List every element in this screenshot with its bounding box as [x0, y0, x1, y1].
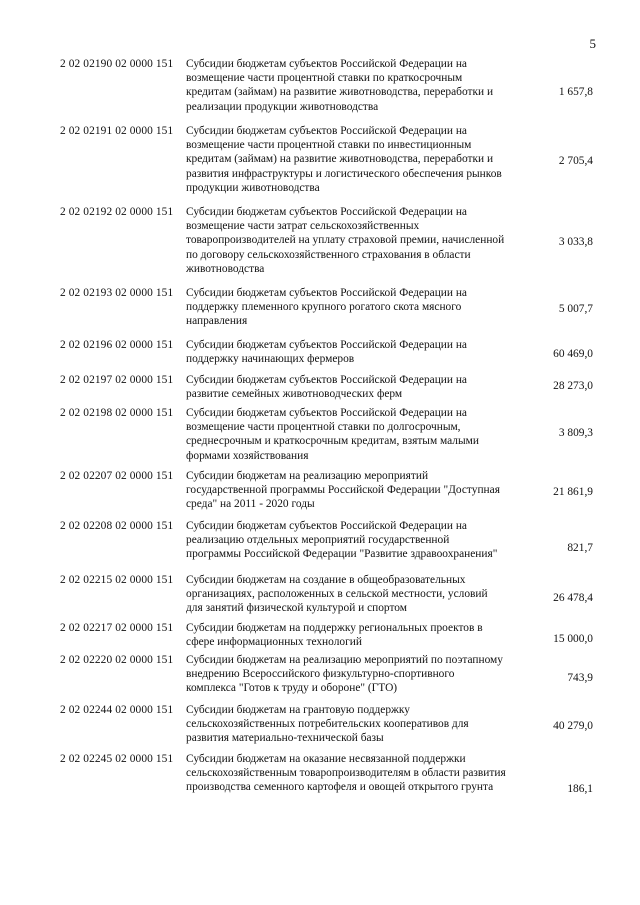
description: Субсидии бюджетам субъектов Российской Федерации на реализацию отдельных мероприятий государственной программы Российской Федерации "Развитие здравоохранения" [186, 520, 498, 561]
description: Субсидии бюджетам субъектов Российской Федерации на поддержку племенного крупного рогатого скота мясного направления [186, 287, 467, 328]
description: Субсидии бюджетам субъектов Российской Федерации на возмещение части процентной ставки по долгосрочным, среднесрочным и краткосрочным кредитам, взятым малыми формами хозяйствования [186, 407, 479, 462]
budget-code: 2 02 02217 02 0000 151 [60, 622, 174, 634]
budget-code: 2 02 02196 02 0000 151 [60, 339, 174, 351]
budget-code: 2 02 02208 02 0000 151 [60, 520, 174, 532]
amount: 1 657,8 [558, 86, 593, 98]
amount: 21 861,9 [553, 486, 593, 498]
description: Субсидии бюджетам на реализацию мероприятий государственной программы Российской Федерации "Доступная среда" на 2011 - 2020 годы [186, 470, 500, 511]
page-number: 5 [589, 36, 596, 51]
amount: 3 033,8 [558, 236, 593, 248]
description: Субсидии бюджетам субъектов Российской Федерации на развитие семейных животноводческих ферм [186, 374, 467, 401]
description: Субсидии бюджетам субъектов Российской Федерации на возмещение части процентной ставки по инвестиционным кредитам (займам) на развитие животноводства, переработки и развития инфраструктуры и логистического обеспечения рынков продукции животноводства [186, 125, 502, 194]
budget-code: 2 02 02192 02 0000 151 [60, 206, 174, 218]
description: Субсидии бюджетам на грантовую поддержку сельскохозяйственных потребительских кооперативов для развития материально-технической базы [186, 704, 469, 745]
amount: 5 007,7 [558, 303, 593, 315]
amount: 186,1 [567, 783, 593, 795]
amount: 26 478,4 [553, 592, 593, 604]
amount: 821,7 [567, 542, 593, 554]
description: Субсидии бюджетам субъектов Российской Федерации на возмещение части процентной ставки по краткосрочным кредитам (займам) на развитие животноводства, переработки и реализации продукции животноводства [186, 58, 494, 113]
budget-code: 2 02 02220 02 0000 151 [60, 654, 174, 666]
budget-code: 2 02 02198 02 0000 151 [60, 407, 174, 419]
budget-code: 2 02 02191 02 0000 151 [60, 125, 174, 137]
amount: 2 705,4 [558, 155, 593, 167]
description: Субсидии бюджетам субъектов Российской Федерации на возмещение части затрат сельскохозяйственных товаропроизводителей на уплату страховой премии, начисленной по договору сельскохозяйственного страхования в области животноводства [186, 206, 505, 275]
budget-code: 2 02 02190 02 0000 151 [60, 58, 174, 70]
description: Субсидии бюджетам на реализацию мероприятий по поэтапному внедрению Всероссийского физкультурно-спортивного комплекса "Готов к труду и обороне" (ГТО) [186, 654, 503, 695]
description: Субсидии бюджетам на поддержку региональных проектов в сфере информационных технологий [186, 622, 483, 649]
amount: 60 469,0 [553, 348, 593, 360]
budget-code: 2 02 02244 02 0000 151 [60, 704, 174, 716]
budget-code: 2 02 02215 02 0000 151 [60, 574, 174, 586]
amount: 3 809,3 [558, 427, 593, 439]
amount: 28 273,0 [553, 380, 593, 392]
budget-code: 2 02 02245 02 0000 151 [60, 753, 174, 765]
budget-code: 2 02 02207 02 0000 151 [60, 470, 174, 482]
budget-code: 2 02 02193 02 0000 151 [60, 287, 174, 299]
description: Субсидии бюджетам на создание в общеобразовательных организациях, расположенных в сельской местности, условий для занятий физической культурой и спортом [186, 574, 488, 615]
description: Субсидии бюджетам субъектов Российской Федерации на поддержку начинающих фермеров [186, 339, 467, 366]
budget-code: 2 02 02197 02 0000 151 [60, 374, 174, 386]
description: Субсидии бюджетам на оказание несвязанной поддержки сельскохозяйственным товаропроизводителям в области развития производства семенного картофеля и овощей открытого грунта [186, 753, 506, 794]
amount: 15 000,0 [553, 633, 593, 645]
amount: 40 279,0 [553, 720, 593, 732]
amount: 743,9 [567, 672, 593, 684]
